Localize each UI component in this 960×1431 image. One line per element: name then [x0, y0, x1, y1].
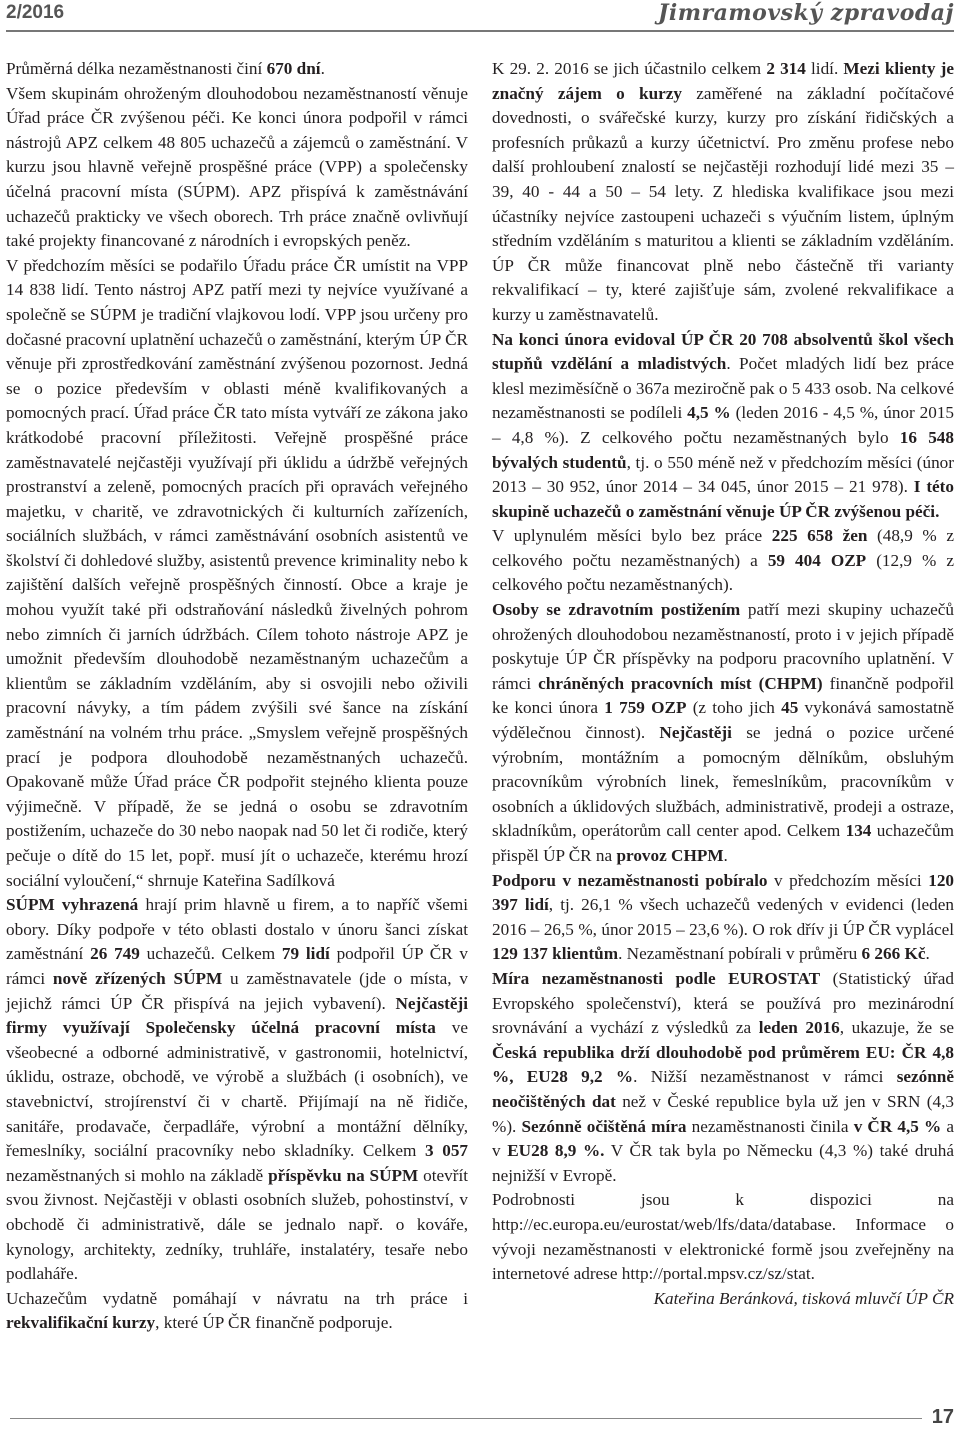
page-number: 17 — [931, 1406, 954, 1428]
paragraph: V předchozím měsíci se podařilo Úřadu práce ČR umístit na VPP 14 838 lidí. Tento nástroj APZ patří mezi ty nejvíce využívané a společně se SÚPM je tradiční vlajkovou lodí. VPP jsou určeny pro dočasné pracovní uplatnění uchazečů o zaměstnání, kterým ÚP ČR věnuje při zprostředkování zaměstnání zvýšenou pozornost. Jedná se o pozice především v oblasti méně kvalifikovaných a pomocných prací. Úřad práce ČR tato místa vytváří ze zákona jako krátkodobé pracovní příležitosti. Veřejně prospěšné práce zaměstnavatelé nejčastěji využívají při úklidu a údržbě veřejných prostranství a zeleně, pomocných pracích při opravách veřejného majetku, v charitě, ve zdravotnických či kulturních zařízeních, sociálních službách, v rámci zaměstnávání osobních asistentů ve školství či dohledové služby, asistentů prevence kriminality nebo k zajištění dalších veřejně prospěšných činností. Obce a kraje je mohou využít také při odstraňování následků živelných pohrom nebo zimních či jarních údržbách. Cílem tohoto nástroje APZ je umožnit především dlouhodobě nezaměstnaným uchazečům a klientům se základním vzděláním, aby si osvojili nebo oživili pracovní návyky, a tím pádem zvýšili své šance na získání zaměstnání na volném trhu práce. „Smyslem veřejně prospěšných prací je podpora dlouhodobě nezaměstnaných uchazečů. Opakovaně může Úřad práce ČR podpořit stejného klienta pouze výjimečně. V případě, že se jedná o osobu se zdravotním postižením, uchazeče do 30 nebo naopak nad 50 let či rodiče, který pečuje o dítě do 15 let, popř. musí jít o uchazeče, kterému hrozí sociální vyloučení,“ shrnuje Kateřina Sadílková — [6, 255, 468, 890]
paragraph: Uchazečům vydatně pomáhají v návratu na trh práce i rekvalifikační kurzy, které ÚP ČR finančně podporuje. — [6, 1288, 468, 1333]
right-column — [492, 57, 954, 1311]
masthead-title: Jimramovský zpravodaj — [658, 0, 954, 26]
paragraph: Podporu v nezaměstnanosti pobíralo v předchozím měsíci 120 397 lidí, tj. 26,1 % všech uchazečů vedených v evidenci (leden 2016 – 26,5 %, únor 2015 – 23,6 %). O rok dřív ji ÚP ČR vyplácel 129 137 klientům. Nezaměstnaní pobírali v průměru 6 266 Kč. — [492, 870, 954, 964]
paragraph: Míra nezaměstnanosti podle EUROSTAT (Statistický úřad Evropského společenství), která se používá pro mezinárodní srovnávání a vychází z výsledků za leden 2016, ukazuje, že se Česká republika drží dlouhodobě pod průměrem EU: ČR 4,8 %, EU28 9,2 %. Nižší nezaměstnanost v rámci sezónně neočištěných dat než v České republice byla už jen v SRN (4,3 %). Sezónně očištěná míra nezaměstnanosti činila v ČR 4,5 % a v EU28 8,9 %. V ČR tak byla po Německu (4,3 %) také druhá nejnižší v Evropě. — [492, 968, 954, 1185]
paragraph: Podrobnosti jsou k dispozici na http://ec.europa.eu/eurostat/web/lfs/data/database. Informace o vývoji nezaměstnanosti v elektronické formě jsou zveřejněny na internetové adrese http://portal.mpsv.cz/sz/stat. — [492, 1190, 954, 1284]
left-column — [6, 57, 468, 1336]
author-signature: Kateřina Beránková, tisková mluvčí ÚP ČR — [653, 1288, 954, 1308]
paragraph: K 29. 2. 2016 se jich účastnilo celkem 2 314 lidí. Mezi klienty je značný zájem o kurzy zaměřené na základní počítačové dovednosti, o svářečské kurzy, kurzy pro získání řidičských a profesních průkazů a kurzy účetnictví. Pro změnu profese nebo další prohloubení znalostí se nejčastěji rozhodují lidé mezi 35 – 39, 40 - 44 a 50 – 54 lety. Z hlediska kvalifikace jsou mezi účastníky nejvíce zastoupeni uchazeči s výučním listem, úplným středním vzděláním s maturitou a klienti se základním vzděláním. ÚP ČR může financovat plně nebo částečně tři varianty rekvalifikací – ty, které zajišťuje sám, zvolené rekvalifikace a kurzy u zaměstnavatelů. — [492, 59, 954, 324]
page-header — [6, 0, 954, 32]
footer-divider — [10, 1418, 922, 1419]
paragraph: SÚPM vyhrazená hrají prim hlavně u firem, a to napříč všemi obory. Díky podpoře v této oblasti dostalo v únoru šanci získat zaměstnání 26 749 uchazečů. Celkem 79 lidí podpořil ÚP ČR v rámci nově zřízených SÚPM u zaměstnavatele (jde o místa, v jejichž rámci ÚP ČR přispívá na jejich vybavení). Nejčastěji firmy využívají Společensky účelná pracovní místa ve všeobecné a odborné administrativě, v gastronomii, hotelnictví, úklidu, ostraze, obchodě, ve výrobě a službách (i osobních), ve stavebnictví, strojírenství či v chartě. Přijímají na ně řidiče, sanitáře, prodavače, čerpadláře, výrobní a montážní dělníky, řemeslníky, sociální pracovníky nebo skladníky. Celkem 3 057 nezaměstnaných si mohlo na základě příspěvku na SÚPM otevřít svou živnost. Nejčastěji v oblasti osobních služeb, pohostinství, v obchodě či administrativě, dále se jednalo např. o kováře, kynology, architekty, zedníky, truhláře, instalatéry, tesaře nebo podlaháře. — [6, 895, 469, 1284]
paragraph: Osoby se zdravotním postižením patří mezi skupiny uchazečů ohrožených dlouhodobou nezaměstnaností, proto i v jejich případě poskytuje ÚP ČR příspěvky na podporu pracovního uplatnění. V rámci chráněných pracovních míst (CHPM) finančně podpořil ke konci února 1 759 OZP (z toho jich 45 vykonává samostatně výdělečnou činnost). Nejčastěji se jedná o pozice určené výrobním, montážním a pomocným dělníkům, obsluhým pracovníkům výrobních linek, řemeslníkům, pracovníkům v osobních a úklidových službách, administrativě, prodeji a ostraze, skladníkům, operátorům call center apod. Celkem 134 uchazečům přispěl ÚP ČR na provoz CHPM. — [492, 600, 954, 865]
paragraph: Průměrná délka nezaměstnanosti činí 670 dní. — [6, 59, 325, 78]
issue-number: 2/2016 — [6, 2, 65, 23]
paragraph: V uplynulém měsíci bylo bez práce 225 658 žen (48,9 % z celkového počtu nezaměstnaných) a 59 404 OZP (12,9 % z celkového počtu nezaměstnaných). — [492, 526, 954, 595]
paragraph: Na konci února evidoval ÚP ČR 20 708 absolventů škol všech stupňů vzdělání a mladistvých. Počet mladých lidí bez práce klesl meziměsíčně o 367a meziročně pak o 5 433 osob. Na celkové nezaměstnanosti se podíleli 4,5 % (leden 2016 - 4,5 %, únor 2015 – 4,8 %). Z celkového počtu nezaměstnaných bylo 16 548 bývalých studentů, tj. o 550 méně než v předchozím měsíci (únor 2013 – 30 952, únor 2014 – 34 045, únor 2015 – 21 978). I této skupině uchazečů o zaměstnání věnuje ÚP ČR zvýšenou péči. — [492, 329, 955, 521]
paragraph: Všem skupinám ohroženým dlouhodobou nezaměstnaností věnuje Úřad práce ČR zvýšenou péči. Ke konci února podpořil v rámci nástrojů APZ celkem 48 805 uchazečů a zájemců o zaměstnání. V kurzu jsou hlavně veřejně prospěšné práce (VPP) a společensky účelná pracovní místa (SÚPM). APZ přispívá k zaměstnávání uchazečů prakticky ve všech oborech. Trh práce značně ovlivňují také projekty financované z národních i evropských peněz. — [6, 83, 468, 251]
